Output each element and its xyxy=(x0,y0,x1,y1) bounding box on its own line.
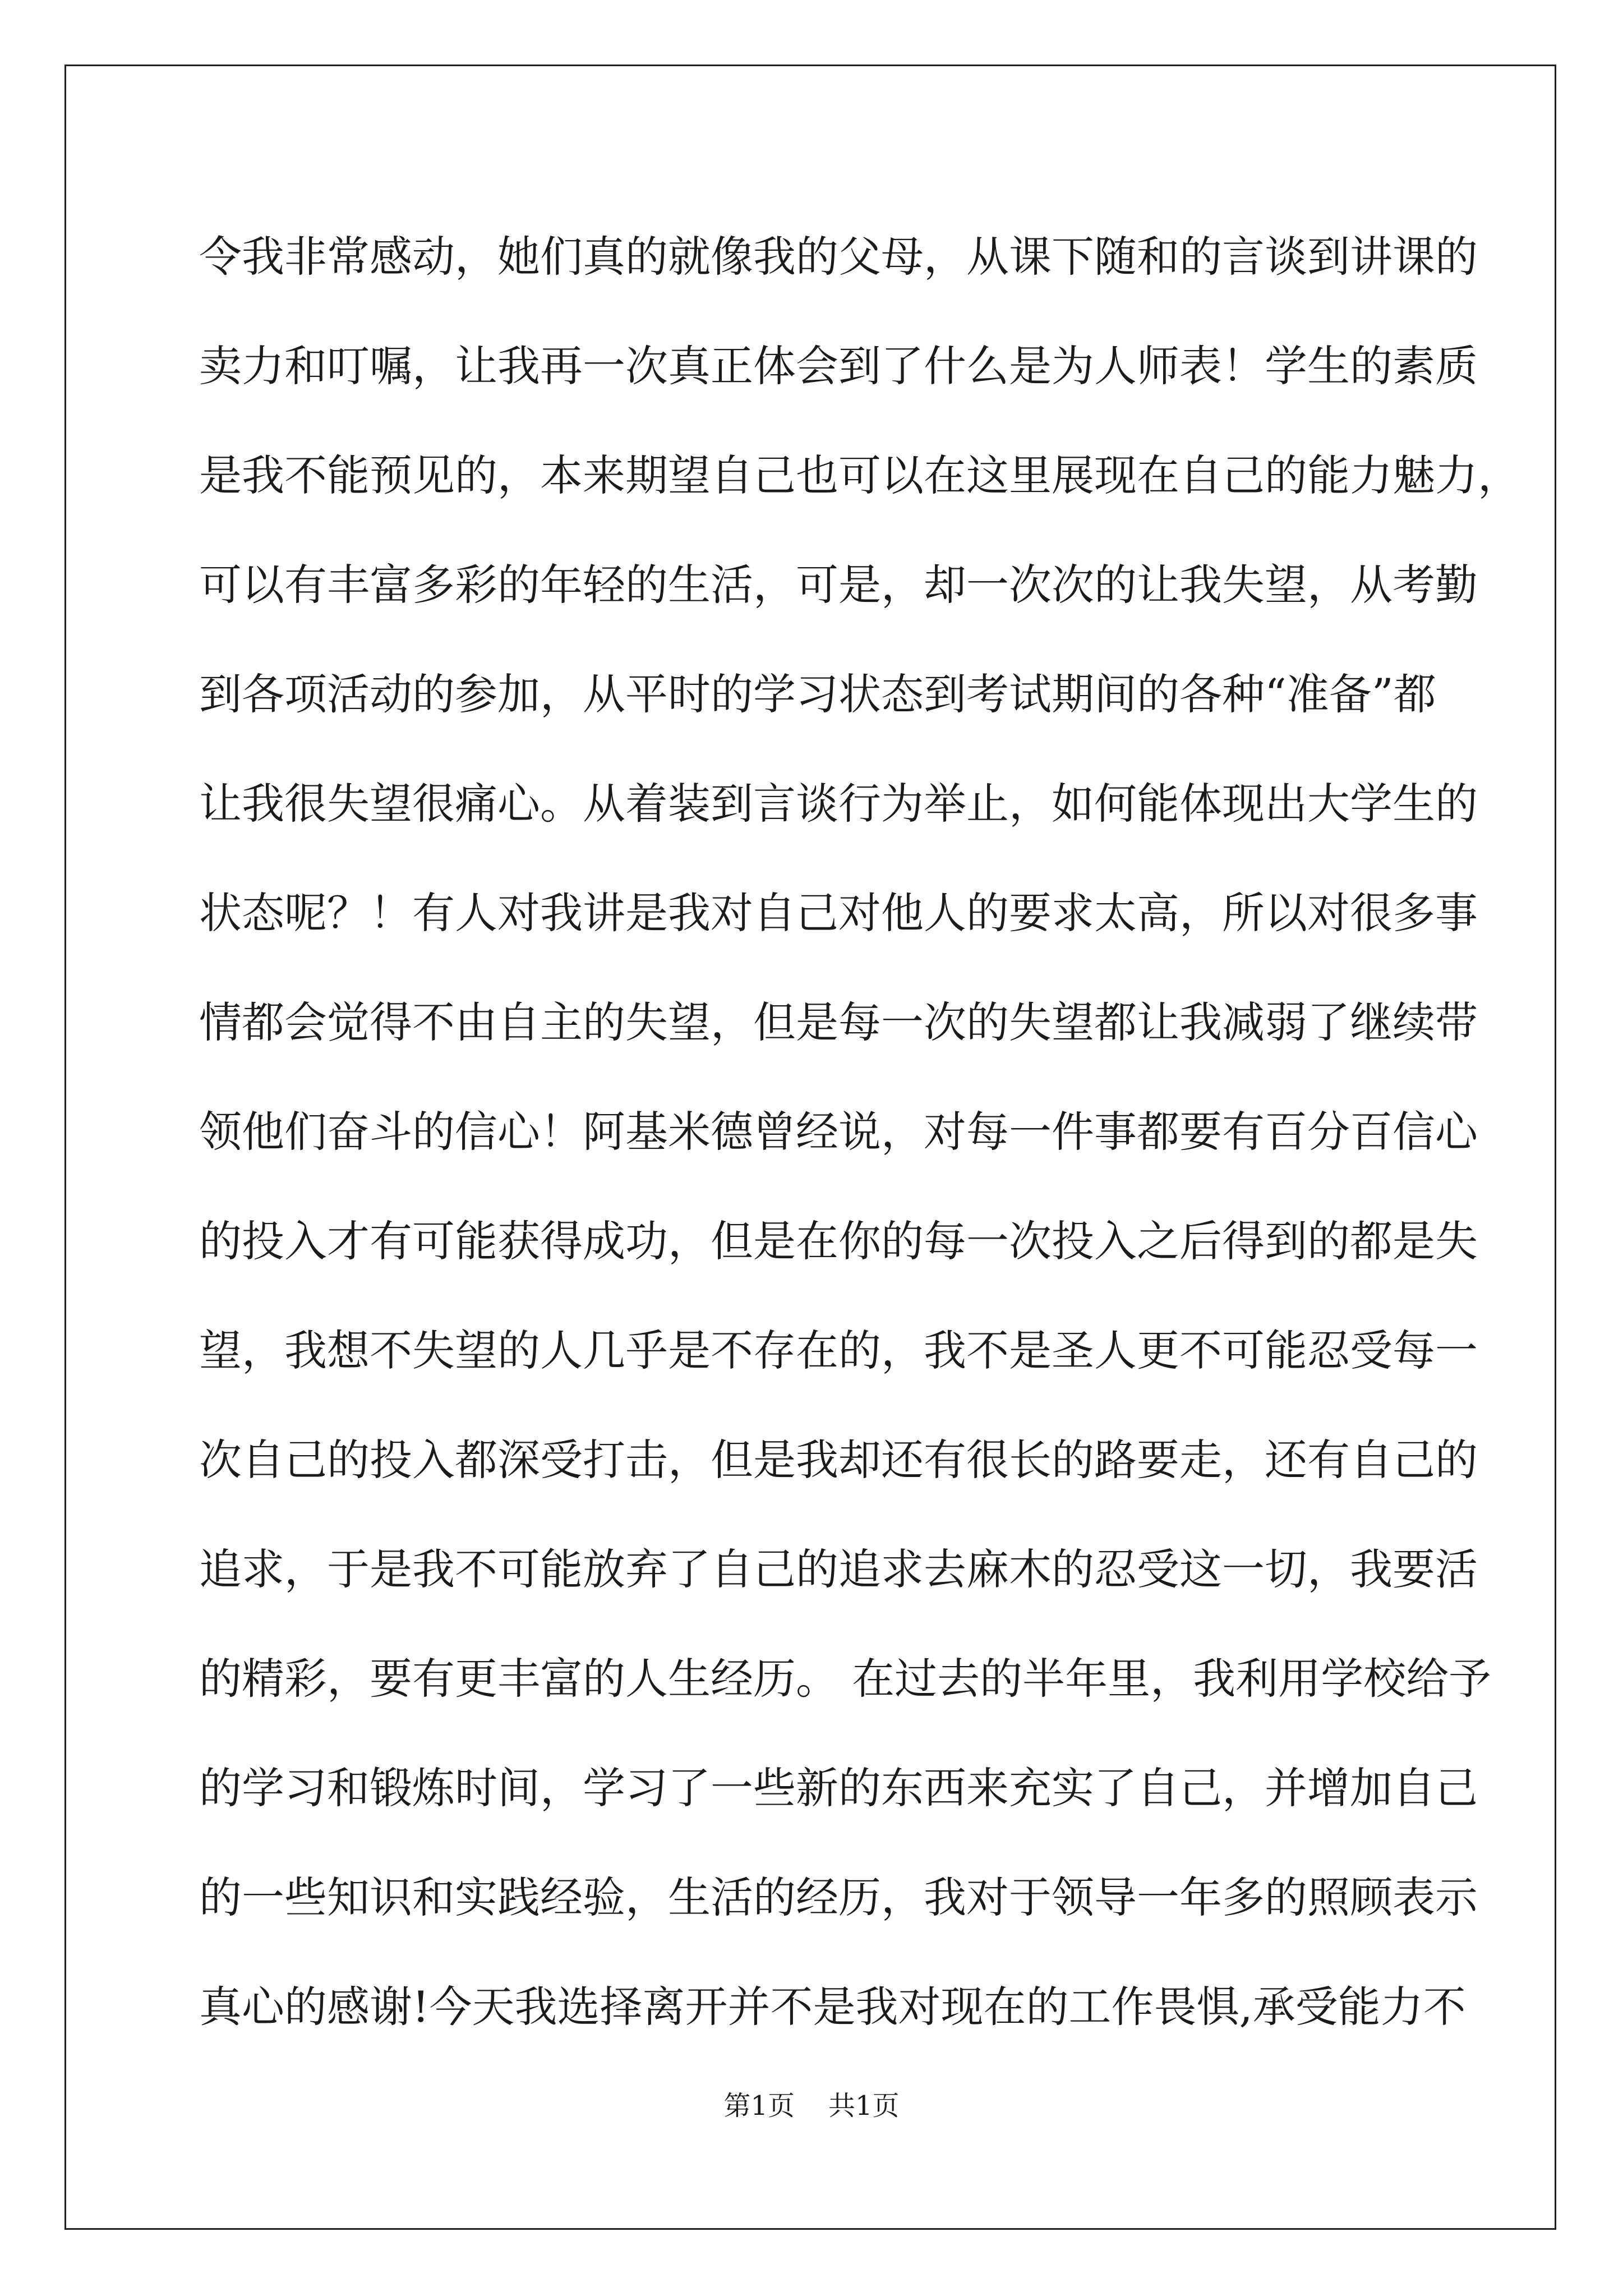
document-body xyxy=(199,202,1520,2062)
page-total: 共1页 xyxy=(828,2090,900,2122)
text-line: 的学习和锻炼时间，学习了一些新的东西来充实了自己，并增加自己 xyxy=(199,1763,1478,1813)
text-line: 真心的感谢!今天我选择离开并不是我对现在的工作畏惧,承受能力不 xyxy=(199,1982,1466,2032)
text-line: 是我不能预见的，本来期望自己也可以在这里展现在自己的能力魅力， xyxy=(199,450,1520,500)
text-line: 的投入才有可能获得成功，但是在你的每一次投入之后得到的都是失 xyxy=(199,1216,1478,1266)
text-line: 望，我想不失望的人几乎是不存在的，我不是圣人更不可能忍受每一 xyxy=(199,1326,1478,1375)
text-line: 次自己的投入都深受打击，但是我却还有很长的路要走，还有自己的 xyxy=(199,1435,1478,1485)
text-line: 令我非常感动，她们真的就像我的父母，从课下随和的言谈到讲课的 xyxy=(199,232,1478,282)
text-line: 追求，于是我不可能放弃了自己的追求去麻木的忍受这一切，我要活 xyxy=(199,1544,1478,1594)
text-line: 让我很失望很痛心。从着装到言谈行为举止，如何能体现出大学生的 xyxy=(199,779,1478,829)
text-line: 状态呢？！有人对我讲是我对自己对他人的要求太高，所以对很多事 xyxy=(199,888,1478,938)
text-line: 的一些知识和实践经验，生活的经历，我对于领导一年多的照顾表示 xyxy=(199,1872,1478,1922)
page-number: 第1页 xyxy=(723,2090,795,2122)
text-line: 到各项活动的参加，从平时的学习状态到考试期间的各种“准备”都 xyxy=(199,669,1436,719)
text-line: 可以有丰富多彩的年轻的生活，可是，却一次次的让我失望，从考勤 xyxy=(199,560,1478,610)
text-line: 领他们奋斗的信心！阿基米德曾经说，对每一件事都要有百分百信心 xyxy=(199,1107,1478,1157)
text-line: 卖力和叮嘱，让我再一次真正体会到了什么是为人师表！学生的素质 xyxy=(199,341,1478,391)
page-footer xyxy=(0,2084,1623,2123)
text-line: 情都会觉得不由自主的失望，但是每一次的失望都让我减弱了继续带 xyxy=(199,997,1478,1047)
text-line: 的精彩，要有更丰富的人生经历。 在过去的半年里，我利用学校给予 xyxy=(199,1654,1492,1704)
